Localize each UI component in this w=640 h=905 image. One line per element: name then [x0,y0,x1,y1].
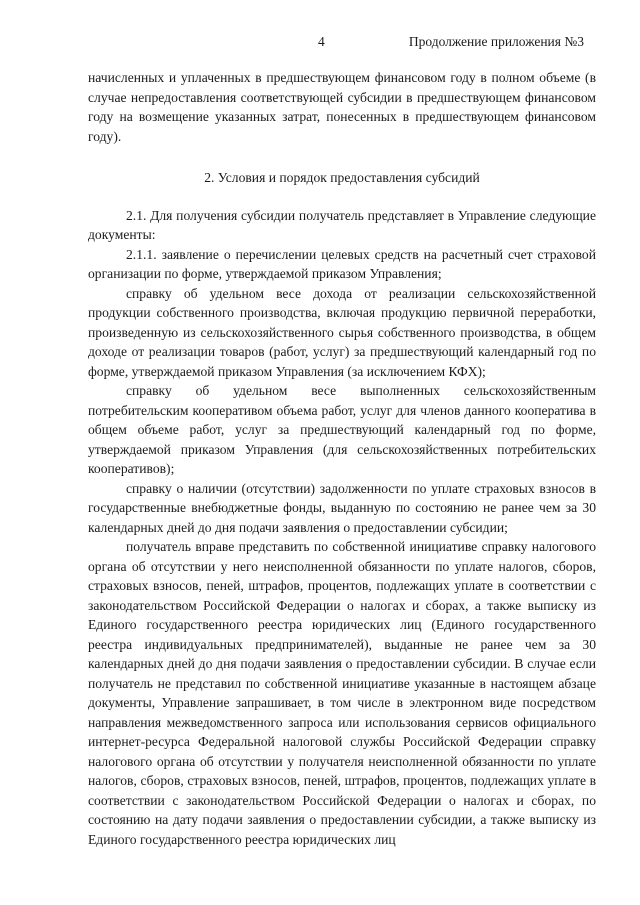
document-body [88,68,596,849]
page-header [0,34,640,54]
appendix-continuation-label: Продолжение приложения №3 [408,34,584,49]
paragraph-continuation: начисленных и уплаченных в предшествующем финансовом году в полном объеме (в случае непредоставления соответствующей субсидии в предшествующем финансовом году на возмещение указанных затрат, понесенных в предшествующем финансовом году). [88,70,596,144]
section-title: 2. Условия и порядок предоставления субсидий [204,170,480,185]
paragraph-income-share-certificate: справку об удельном весе дохода от реализации сельскохозяйственной продукции собственного производства, включая продукцию первичной переработки, произведенную из сельскохозяйственного сырья собственного производства, в общем доходе от реализации товаров (работ, услуг) за предшествующий календарный год по форме, утверждаемой приказом Управления (за исключением КФХ); [88,285,596,379]
paragraph-cooperative-work-certificate: справку об удельном весе выполненных сельскохозяйственным потребительским кооперативом объема работ, услуг для членов данного кооператива в общем объеме работ, услуг за предшествующий календарный год по форме, утверждаемой приказом Управления (для сельскохозяйственных потребительских кооперативов); [88,383,596,476]
paragraph-2-1-1: 2.1.1. заявление о перечислении целевых средств на расчетный счет страховой организации по форме, утверждаемой приказом Управления; [88,246,596,281]
paragraph-tax-certificate: получатель вправе представить по собственной инициативе справку налогового органа об отсутствии у него неисполненной обязанности по уплате налогов, сборов, страховых взносов, пеней, штрафов, процентов, подлежащих уплате в соответствии с законодательством Российской Федерации о налогах и сборах, а также выписку из Единого государственного реестра юридических лиц (Единого государственного реестра индивидуальных предпринимателей), выданные не ранее чем за 30 календарных дней до дня подачи заявления о предоставлении субсидии. В случае если получатель не представил по собственной инициативе указанные в настоящем абзаце документы, Управление запрашивает, в том числе в электронном виде посредством направления межведомственного запроса или использования сервисов официального интернет-ресурса Федеральной налоговой службы Российской Федерации справку налогового органа об отсутствии у получателя неисполненной обязанности по уплате налогов, сборов, страховых взносов, пеней, штрафов, процентов, подлежащих уплате в соответствии с законодательством Российской Федерации о налогах и сборах, по состоянию на дату подачи заявления о предоставлении субсидии, а также выписку из Единого государственного реестра юридических лиц [88,539,596,847]
paragraph-2-1: 2.1. Для получения субсидии получатель представляет в Управление следующие документы: [88,207,596,242]
page-number: 4 [318,34,325,49]
paragraph-insurance-debt-certificate: справку о наличии (отсутствии) задолженности по уплате страховых взносов в государственные внебюджетные фонды, выданную по состоянию не ранее чем за 30 календарных дней до дня подачи заявления о предоставлении субсидии; [88,480,596,535]
